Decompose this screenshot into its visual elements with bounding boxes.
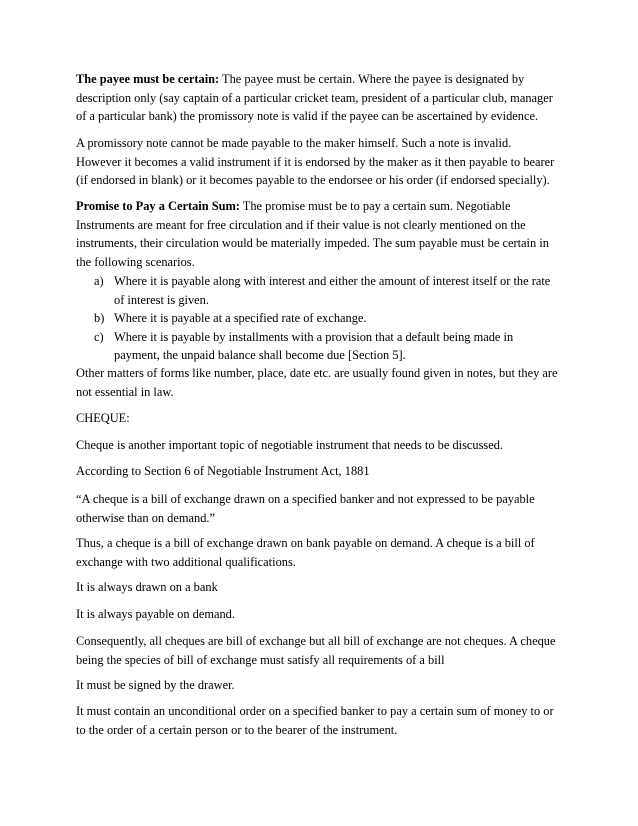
text-line: It is always drawn on a bank [76, 580, 218, 594]
text-line: otherwise than on demand.” [76, 510, 216, 525]
text-line: It must be signed by the drawer. [76, 678, 235, 692]
text-line: According to Section 6 of Negotiable Instrument Act, 1881 [76, 464, 370, 478]
text-line: Where it is payable at a specified rate of exchange. [114, 311, 367, 325]
paragraph-cheque-intro [76, 436, 566, 455]
text-line: of interest is given. [114, 292, 209, 307]
text-line: (if endorsed in blank) or it becomes payable to the endorsee or his order (if endorsed specially). [76, 173, 550, 187]
text-line: However it becomes a valid instrument if it is endorsed by the maker as it then payable to bearer [76, 154, 555, 169]
paragraph-unconditional-order [76, 702, 566, 739]
text-line: Where it is payable by installments with a provision that a default being made in [114, 329, 514, 344]
text-line: to the order of a certain person or to the bearer of the instrument. [76, 722, 398, 737]
list-item [94, 309, 574, 328]
text-line: Thus, a cheque is a bill of exchange drawn on bank payable on demand. A cheque is a bill of [76, 536, 535, 550]
text-line: Other matters of forms like number, place, date etc. are usually found given in notes, but they are [76, 366, 558, 380]
text-line: Instruments are meant for free circulation and if their value is not clearly mentioned on the [76, 217, 526, 232]
text-line: CHEQUE: [76, 411, 130, 425]
text-line: payment, the unpaid balance shall become due [Section 5]. [114, 348, 406, 362]
text-line: A promissory note cannot be made payable to the maker himself. Such a note is invalid. [76, 136, 512, 150]
paragraph-thus [76, 534, 566, 571]
text-line: the following scenarios. [76, 254, 195, 269]
paragraph-payee-certain [76, 70, 566, 126]
text-line: It must contain an unconditional order on a specified banker to pay a certain sum of money to or [76, 704, 554, 718]
paragraph-section-6 [76, 462, 566, 481]
text-line: instruments, their circulation would be materially impeded. The sum payable must be certain in [76, 236, 549, 250]
text-line: exchange with two additional qualifications. [76, 554, 296, 569]
paragraph-consequently [76, 632, 566, 669]
text-line: The promise must be to pay a certain sum. Negotiable [239, 199, 511, 213]
section-heading-cheque [76, 409, 566, 428]
list-marker: c) [94, 329, 104, 344]
list-marker: a) [94, 274, 104, 288]
paragraph-payable-on-demand [76, 605, 566, 624]
paragraph-signed [76, 676, 566, 695]
list-item [94, 328, 574, 365]
paragraph-cheque-definition [76, 490, 566, 527]
heading-payee-certain: The payee must be certain: [76, 72, 220, 86]
scenario-list [94, 272, 574, 365]
list-marker: b) [94, 311, 105, 325]
text-line: not essential in law. [76, 384, 174, 399]
text-line: The payee must be certain. Where the payee is designated by [219, 72, 525, 86]
text-line: Where it is payable along with interest and either the amount of interest itself or the rate [114, 274, 551, 288]
paragraph-maker-himself [76, 134, 566, 190]
text-line: of a particular bank) the promissory note is valid if the payee can be ascertained by evidence. [76, 109, 539, 123]
text-line: Consequently, all cheques are bill of exchange but all bill of exchange are not cheques. A cheque [76, 634, 556, 648]
paragraph-certain-sum [76, 197, 566, 271]
text-line: description only (say captain of a particular cricket team, president of a particular club, manager [76, 90, 553, 105]
paragraph-drawn-on-bank [76, 578, 566, 597]
paragraph-other-matters [76, 364, 566, 401]
text-line: “A cheque is a bill of exchange drawn on a specified banker and not expressed to be payable [76, 492, 535, 506]
text-line: being the species of bill of exchange must satisfy all requirements of a bill [76, 652, 445, 667]
list-item [94, 272, 574, 309]
heading-certain-sum: Promise to Pay a Certain Sum: [76, 199, 240, 213]
text-line: It is always payable on demand. [76, 607, 235, 621]
text-line: Cheque is another important topic of negotiable instrument that needs to be discussed. [76, 438, 504, 452]
